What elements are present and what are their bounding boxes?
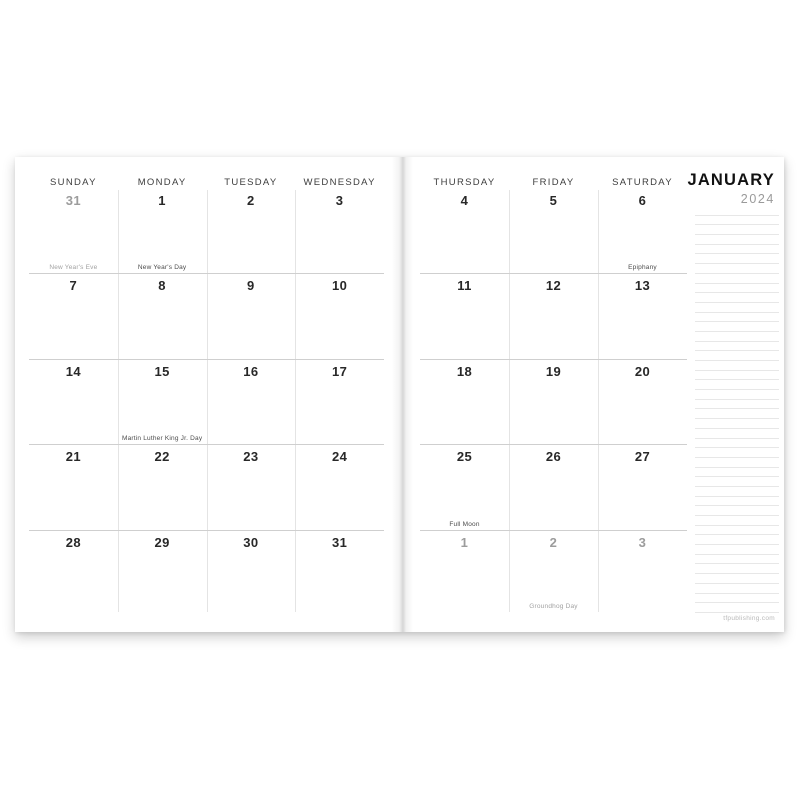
day-cell (29, 360, 118, 444)
day-number: 26 (545, 449, 562, 464)
day-number: 31 (331, 535, 348, 550)
day-cell (295, 274, 384, 359)
notes-line (695, 371, 779, 381)
notes-line (695, 264, 779, 274)
notes-line (695, 564, 779, 574)
day-headers-right (420, 177, 687, 188)
notes-line (695, 332, 779, 342)
notes-column (695, 206, 779, 613)
notes-line (695, 390, 779, 400)
notes-line (695, 303, 779, 313)
day-cell (420, 190, 509, 273)
week-row (420, 273, 687, 359)
calendar-page-left (15, 157, 403, 632)
day-cell (207, 274, 296, 359)
day-cell (29, 531, 118, 612)
notes-line (695, 439, 779, 449)
notes-line (695, 419, 779, 429)
day-number: 1 (158, 193, 166, 208)
day-cell (295, 360, 384, 444)
day-number: 2 (247, 193, 255, 208)
notes-line (695, 516, 779, 526)
day-number: 14 (65, 364, 81, 379)
notes-line (695, 400, 779, 410)
day-number: 3 (638, 535, 647, 550)
week-rows-left (29, 190, 384, 612)
day-cell (207, 190, 296, 273)
day-number: 17 (331, 364, 348, 379)
notes-line (695, 284, 779, 294)
day-cell (509, 360, 598, 444)
day-cell (29, 274, 118, 359)
notes-line (695, 574, 779, 584)
week-row (29, 444, 384, 530)
notes-line (695, 245, 779, 255)
day-cell (598, 274, 687, 359)
day-cell (509, 445, 598, 530)
day-cell (420, 360, 509, 444)
calendar-grid-right (420, 190, 687, 612)
notes-line (695, 584, 779, 594)
week-row (29, 530, 384, 612)
day-number: 9 (247, 278, 255, 293)
week-row (29, 273, 384, 359)
day-number: 2 (549, 535, 558, 550)
calendar-page-right (403, 157, 784, 632)
day-number: 18 (456, 364, 473, 379)
day-cell (118, 445, 207, 530)
day-cell (207, 531, 296, 612)
notes-line (695, 361, 779, 371)
day-header-tuesday: TUESDAY (224, 177, 278, 188)
day-number: 1 (460, 535, 469, 550)
notes-line (695, 206, 779, 216)
day-cell (420, 531, 509, 612)
week-row (420, 444, 687, 530)
day-number: 6 (638, 193, 647, 208)
notes-line (695, 545, 779, 555)
notes-line (695, 526, 779, 536)
notes-line (695, 274, 779, 284)
holiday-label: New Year's Eve (49, 264, 98, 271)
day-cell (509, 190, 598, 273)
holiday-label: Epiphany (628, 264, 657, 271)
day-cell (118, 274, 207, 359)
day-header-thursday: THURSDAY (433, 177, 496, 188)
day-cell (598, 360, 687, 444)
holiday-label: Groundhog Day (529, 603, 578, 610)
year-label: 2024 (740, 192, 775, 206)
notes-line (695, 342, 779, 352)
notes-line (695, 603, 779, 613)
day-number: 11 (457, 278, 472, 293)
day-number: 30 (243, 535, 259, 550)
week-row (420, 359, 687, 444)
notes-line (695, 497, 779, 507)
day-cell (509, 274, 598, 359)
notes-line (695, 216, 779, 226)
week-row (420, 530, 687, 612)
day-number: 7 (69, 278, 78, 293)
day-number: 22 (154, 449, 170, 464)
day-header-saturday: SATURDAY (612, 177, 673, 188)
notes-line (695, 235, 779, 245)
day-number: 20 (634, 364, 651, 379)
day-cell (598, 531, 687, 612)
day-number: 12 (545, 278, 562, 293)
day-number: 25 (456, 449, 473, 464)
day-cell (509, 531, 598, 612)
day-cell (295, 531, 384, 612)
day-number: 10 (331, 278, 348, 293)
day-number: 5 (549, 193, 558, 208)
publisher-url: tfpublishing.com (723, 615, 775, 622)
day-headers-left (29, 177, 384, 188)
day-cell (295, 445, 384, 530)
holiday-label: Martin Luther King Jr. Day (121, 435, 203, 442)
day-cell (207, 445, 296, 530)
holiday-label: New Year's Day (137, 264, 187, 271)
notes-line (695, 380, 779, 390)
day-cell (207, 360, 296, 444)
day-cell (118, 531, 207, 612)
notes-line (695, 487, 779, 497)
day-cell (295, 190, 384, 273)
day-number: 31 (65, 193, 81, 208)
day-number: 13 (634, 278, 651, 293)
day-header-wednesday: WEDNESDAY (303, 177, 376, 188)
notes-line (695, 409, 779, 419)
notes-line (695, 448, 779, 458)
month-header (657, 171, 775, 206)
week-row (29, 190, 384, 273)
day-header-friday: FRIDAY (532, 177, 575, 188)
week-row (420, 190, 687, 273)
notes-line (695, 506, 779, 516)
calendar-grid-left (29, 190, 384, 612)
day-number: 4 (460, 193, 469, 208)
day-cell (29, 445, 118, 530)
notes-line (695, 594, 779, 604)
day-number: 15 (154, 364, 170, 379)
notes-line (695, 293, 779, 303)
day-cell (29, 190, 118, 273)
notes-line (695, 458, 779, 468)
day-header-monday: MONDAY (137, 177, 187, 188)
holiday-label: Full Moon (449, 521, 480, 528)
day-number: 23 (243, 449, 259, 464)
notes-line (695, 429, 779, 439)
day-number: 8 (158, 278, 166, 293)
day-number: 29 (154, 535, 170, 550)
day-header-sunday: SUNDAY (50, 177, 97, 188)
notes-line (695, 555, 779, 565)
day-cell (420, 445, 509, 530)
day-number: 16 (243, 364, 259, 379)
day-number: 3 (335, 193, 344, 208)
notes-line (695, 477, 779, 487)
day-cell (118, 190, 207, 273)
notes-line (695, 254, 779, 264)
notes-line (695, 322, 779, 332)
day-cell (598, 445, 687, 530)
notes-line (695, 313, 779, 323)
day-number: 19 (545, 364, 562, 379)
notes-line (695, 225, 779, 235)
notes-line (695, 468, 779, 478)
month-title: JANUARY (687, 171, 775, 189)
planner-spread (15, 157, 784, 632)
notes-line (695, 535, 779, 545)
day-number: 27 (634, 449, 651, 464)
day-cell (118, 360, 207, 444)
week-rows-right (420, 190, 687, 612)
day-cell (420, 274, 509, 359)
notes-line (695, 351, 779, 361)
day-number: 24 (331, 449, 348, 464)
day-number: 28 (65, 535, 81, 550)
day-number: 21 (65, 449, 81, 464)
week-row (29, 359, 384, 444)
